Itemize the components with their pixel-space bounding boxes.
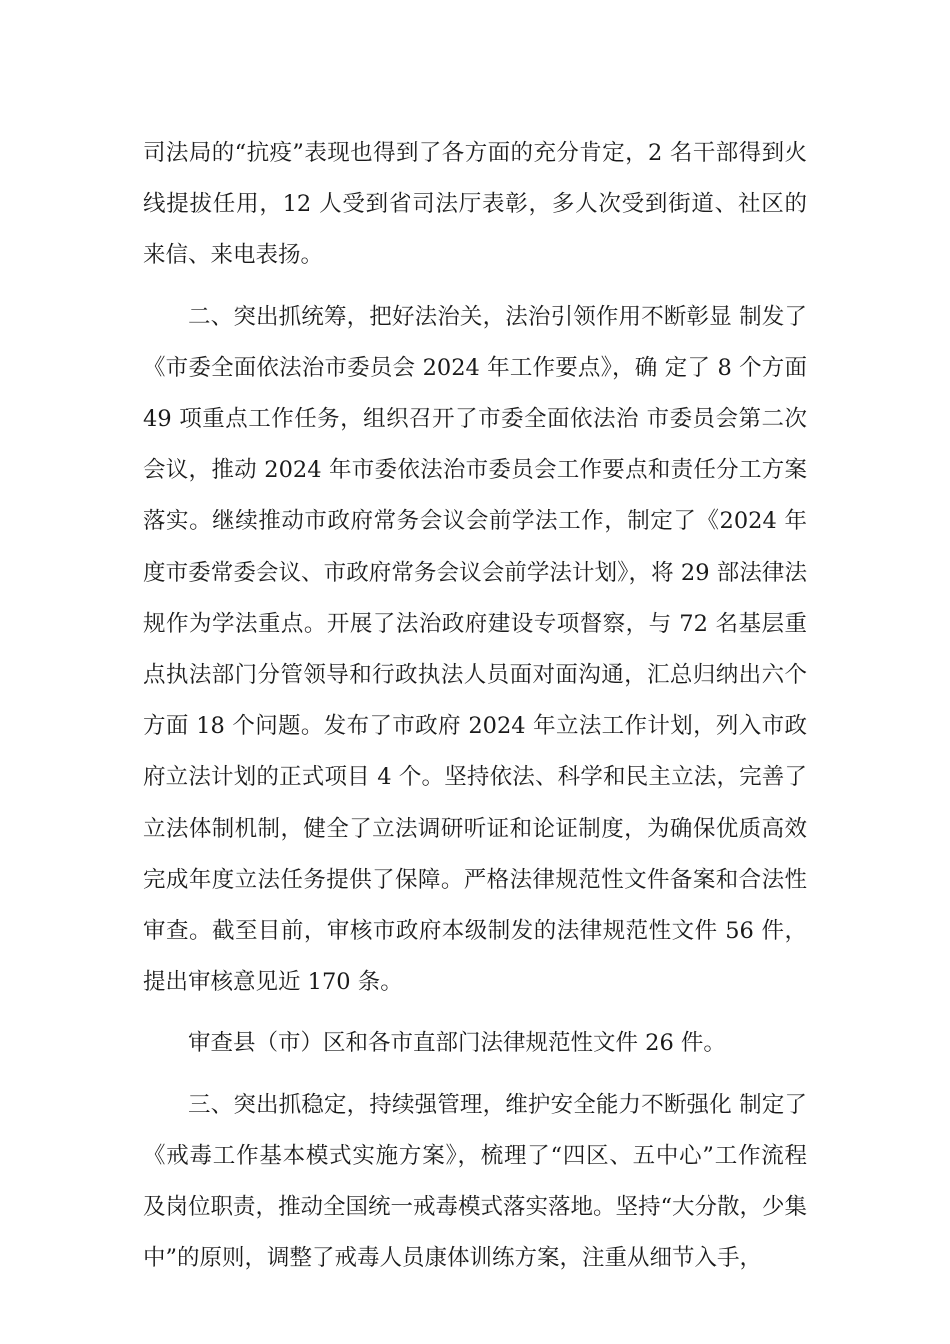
document-body bbox=[143, 128, 807, 1284]
paragraph-section-three: 三、突出抓稳定，持续强管理，维护安全能力不断强化 制定了《戒毒工作基本模式实施方案》，梳理了“四区、五中心”工作流程及岗位职责，推动全国统一戒毒模式落实落地。坚持“大分散，少集中”的原则，调整了戒毒人员康体训练方案，注重从细节入手， bbox=[143, 1091, 808, 1272]
paragraph-section-two: 二、突出抓统筹，把好法治关，法治引领作用不断彰显 制发了《市委全面依法治市委员会 2024 年工作要点》，确 定了 8 个方面 49 项重点工作任务，组织召开了市委全面依法治 市委员会第二次会议，推动 2024 年市委依法治市委员会工作要点和责任分工方案落实。继续推动市政府常务会议会前学法工作，制定了《2024 年度市委常委会议、市政府常务会议会前学法计划》，将 29 部法律法规作为学法重点。开展了法治政府建设专项督察，与 72 名基层重点执法部门分管领导和行政执法人员面对面沟通，汇总归纳出六个方面 18 个问题。发布了市政府 2024 年立法工作计划，列入市政府立法计划的正式项目 4 个。坚持依法、科学和民主立法，完善了立法体制机制，健全了立法调研听证和论证制度，为确保优质高效完成年度立法任务提供了保障。严格法律规范性文件备案和合法性审查。截至目前，审核市政府本级制发的法律规范性文件 56 件，提出审核意见近 170 条。 bbox=[143, 303, 807, 996]
paragraph-review-count: 审查县（市）区和各市直部门法律规范性文件 26 件。 bbox=[188, 1030, 726, 1057]
paragraph-continuation: 司法局的“抗疫”表现也得到了各方面的充分肯定，2 名干部得到火线提拔任用，12 人受到省司法厅表彰，多人次受到街道、社区的来信、来电表扬。 bbox=[143, 140, 807, 269]
